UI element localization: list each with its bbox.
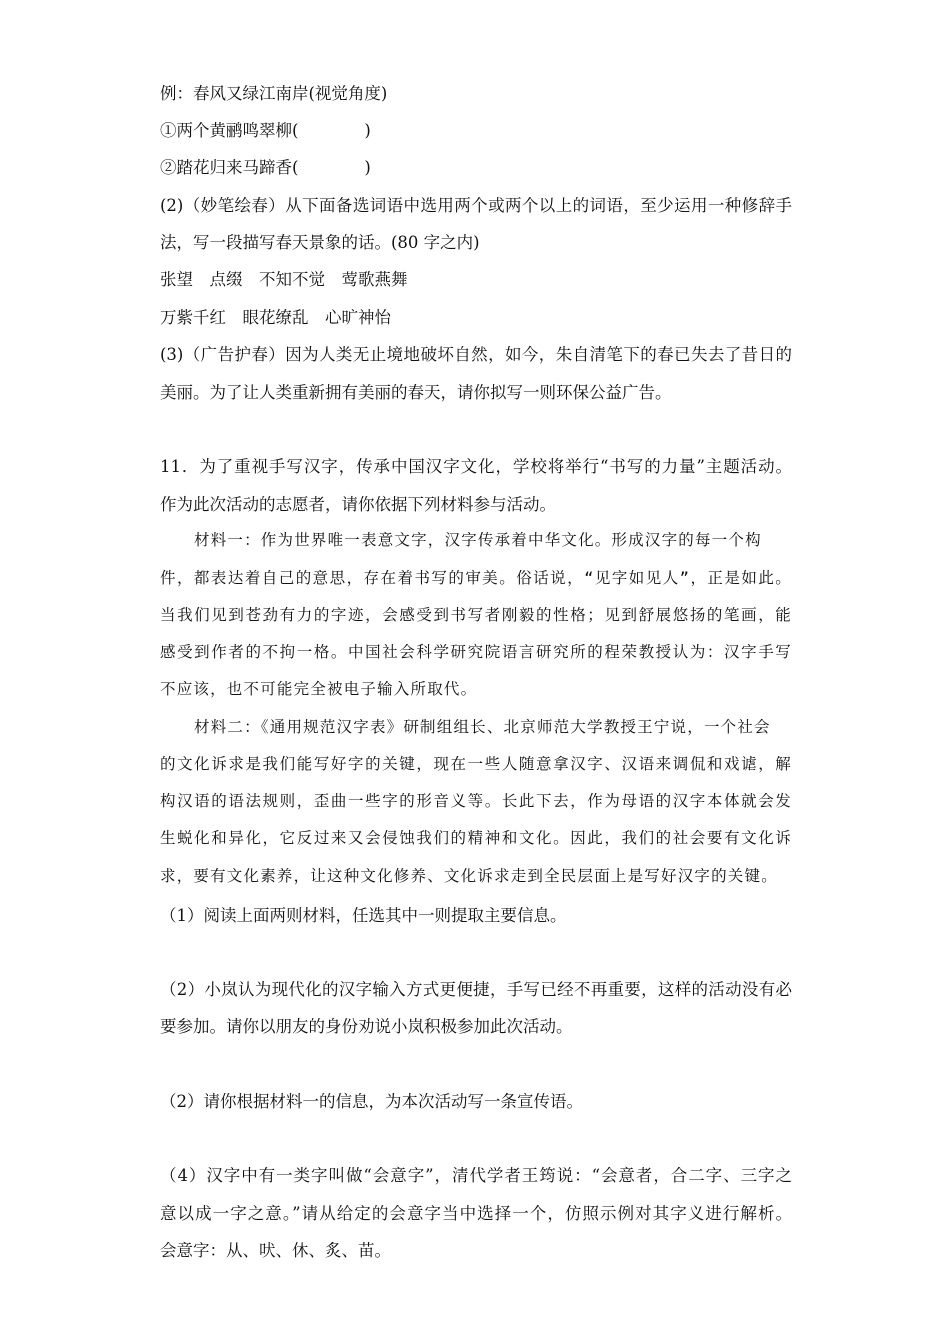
material-1-line-3: 当我们见到苍劲有力的字迹，会感受到书写者刚毅的性格；见到舒展悠扬的笔画，能	[160, 606, 792, 624]
sub-question-2-line-1: （2）小岚认为现代化的汉字输入方式更便捷，手写已经不再重要，这样的活动没有必	[160, 980, 792, 999]
material-2-line-3: 构汉语的语法规则，歪曲一些字的形音义等。长此下去，作为母语的汉字本体就会发	[160, 792, 792, 810]
sub-question-2-line-2: 要参加。请你以朋友的身份劝说小岚积极参加此次活动。	[160, 1017, 573, 1036]
question-2-line-1: (2)（妙笔绘春）从下面备选词语中选用两个或两个以上的词语，至少运用一种修辞手	[160, 196, 792, 215]
material-1-line-4: 感受到作者的不拘一格。中国社会科学研究院语言研究所的程荣教授认为：汉字手写	[160, 643, 792, 661]
material-2-line-5: 求，要有文化素养，让这种文化修养、文化诉求走到全民层面上是写好汉字的关键。	[160, 867, 778, 885]
question-11-intro-line-1: 11．为了重视手写汉字，传承中国汉字文化，学校将举行“书写的力量”主题活动。	[160, 457, 792, 476]
sub-question-1: （1）阅读上面两则材料，任选其中一则提取主要信息。	[160, 906, 567, 925]
poem-item-2: ②踏花归来马蹄香( )	[160, 158, 371, 177]
sub-question-4-line-1: （4）汉字中有一类字叫做“会意字”，清代学者王筠说：“会意者，合二字、三字之	[160, 1166, 792, 1185]
material-1-line-5: 不应该，也不可能完全被电子输入所取代。	[160, 680, 478, 698]
poem-item-1: ①两个黄鹂鸣翠柳( )	[160, 121, 371, 140]
question-3-line-1: (3)（广告护春）因为人类无止境地破坏自然，如今，朱自清笔下的春已失去了昔日的	[160, 345, 792, 364]
question-11-intro-line-2: 作为此次活动的志愿者，请你依据下列材料参与活动。	[160, 495, 556, 514]
sub-question-3: （2）请你根据材料一的信息，为本次活动写一条宣传语。	[160, 1092, 583, 1111]
sub-question-4-line-3: 会意字：从、吠、休、炙、苗。	[160, 1241, 391, 1260]
question-3-line-2: 美丽。为了让人类重新拥有美丽的春天，请你拟写一则环保公益广告。	[160, 383, 672, 402]
question-2-line-2: 法，写一段描写春天景象的话。(80 字之内)	[160, 233, 480, 252]
material-1-line-1: 材料一：作为世界唯一表意文字，汉字传承着中华文化。形成汉字的每一个构	[194, 531, 762, 549]
word-bank-line-2: 万紫千红 眼花缭乱 心旷神怡	[160, 308, 391, 327]
material-2-line-1: 材料二：《通用规范汉字表》研制组组长、北京师范大学教授王宁说，一个社会	[194, 718, 771, 736]
example-line: 例：春风又绿江南岸(视觉角度)	[160, 84, 388, 103]
material-2-line-2: 的文化诉求是我们能写好字的关键，现在一些人随意拿汉字、汉语来调侃和戏谑，解	[160, 755, 792, 773]
material-1-line-2: 件，都表达着自己的意思，存在着书写的审美。俗话说，“见字如见人”，正是如此。	[160, 569, 792, 587]
word-bank-line-1: 张望 点缀 不知不觉 莺歌燕舞	[160, 270, 408, 289]
material-2-line-4: 生蜕化和异化，它反过来又会侵蚀我们的精神和文化。因此，我们的社会要有文化诉	[160, 829, 792, 847]
sub-question-4-line-2: 意以成一字之意。”请从给定的会意字当中选择一个，仿照示例对其字义进行解析。	[160, 1204, 792, 1223]
